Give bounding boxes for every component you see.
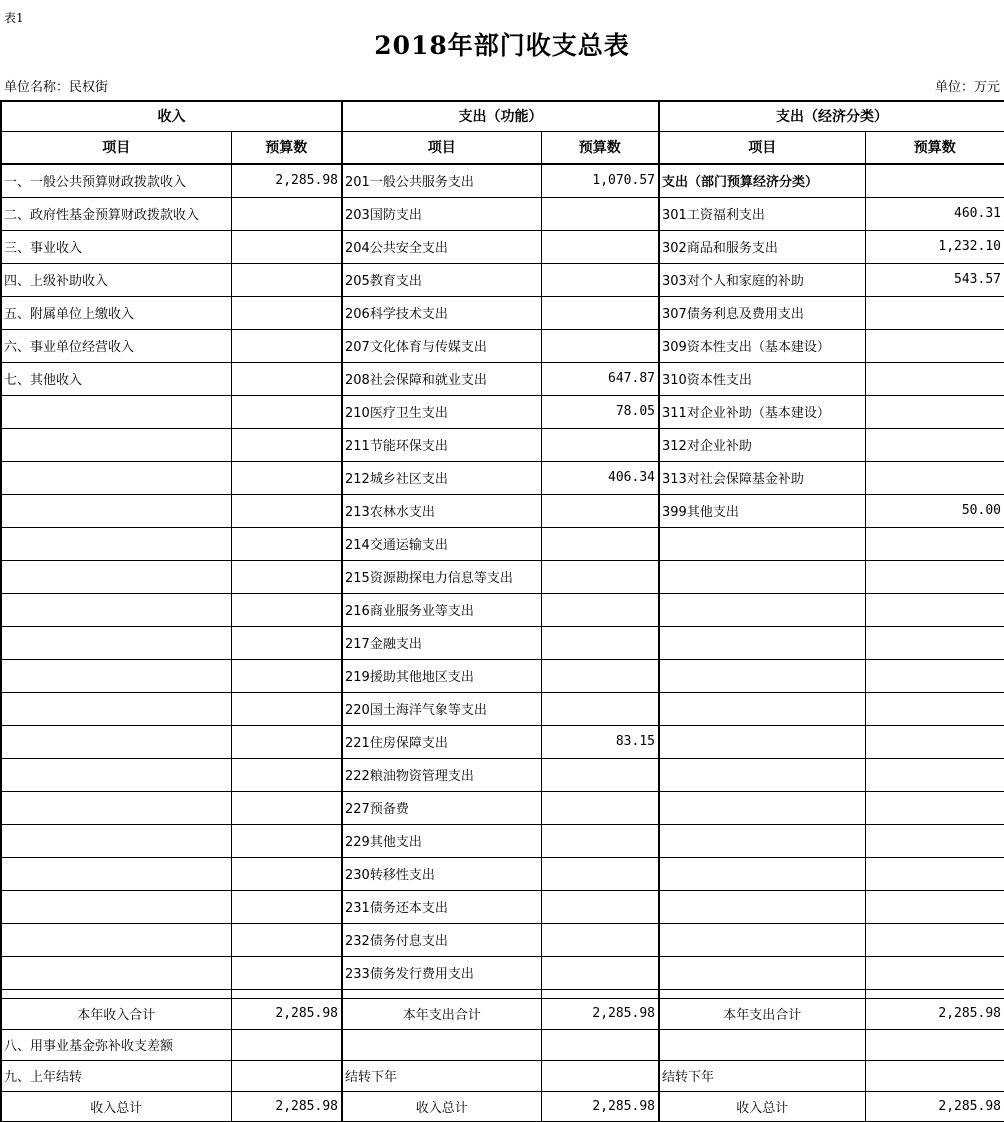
econ-item-cell xyxy=(659,791,865,824)
income-item-cell xyxy=(1,560,231,593)
func-budget-cell xyxy=(541,560,659,593)
income-item-cell: 八、用事业基金弥补收支差额 xyxy=(1,1029,231,1060)
income-item-cell xyxy=(1,395,231,428)
econ-budget-cell xyxy=(865,362,1004,395)
table-row xyxy=(1,230,1004,263)
func-item-cell: 204公共安全支出 xyxy=(342,230,541,263)
income-budget-cell xyxy=(231,626,342,659)
econ-item-cell xyxy=(659,989,865,998)
func-budget-cell xyxy=(541,659,659,692)
table-header xyxy=(1,101,1004,164)
econ-budget-cell xyxy=(865,890,1004,923)
income-item-cell xyxy=(1,956,231,989)
econ-item-cell xyxy=(659,593,865,626)
column-header-func-item: 项目 xyxy=(342,131,541,164)
income-item-cell xyxy=(1,857,231,890)
func-item-cell: 222粮油物资管理支出 xyxy=(342,758,541,791)
func-item-cell: 220国土海洋气象等支出 xyxy=(342,692,541,725)
func-budget-cell xyxy=(541,527,659,560)
func-budget-cell xyxy=(541,1060,659,1091)
econ-budget-cell xyxy=(865,296,1004,329)
func-item-cell: 230转移性支出 xyxy=(342,857,541,890)
func-budget-cell xyxy=(541,890,659,923)
income-budget-cell xyxy=(231,824,342,857)
econ-item-cell xyxy=(659,923,865,956)
econ-budget-cell: 2,285.98 xyxy=(865,1091,1004,1122)
budget-table xyxy=(0,100,1004,1122)
income-item-cell: 四、上级补助收入 xyxy=(1,263,231,296)
income-item-cell: 三、事业收入 xyxy=(1,230,231,263)
table-row xyxy=(1,998,1004,1029)
func-budget-cell xyxy=(541,956,659,989)
group-header-0: 收入 xyxy=(1,101,342,131)
table-row xyxy=(1,626,1004,659)
income-item-cell: 六、事业单位经营收入 xyxy=(1,329,231,362)
income-budget-cell xyxy=(231,593,342,626)
income-item-cell: 九、上年结转 xyxy=(1,1060,231,1091)
func-budget-cell xyxy=(541,824,659,857)
func-budget-cell xyxy=(541,626,659,659)
econ-item-cell: 303对个人和家庭的补助 xyxy=(659,263,865,296)
column-header-econ-budget: 预算数 xyxy=(865,131,1004,164)
table-row xyxy=(1,296,1004,329)
income-budget-cell xyxy=(231,659,342,692)
income-budget-cell xyxy=(231,494,342,527)
income-item-cell: 本年收入合计 xyxy=(1,998,231,1029)
income-item-cell xyxy=(1,593,231,626)
income-budget-cell: 2,285.98 xyxy=(231,164,342,197)
func-budget-cell xyxy=(541,923,659,956)
income-item-cell xyxy=(1,725,231,758)
table-row xyxy=(1,824,1004,857)
income-budget-cell xyxy=(231,1029,342,1060)
econ-item-cell: 307债务利息及费用支出 xyxy=(659,296,865,329)
func-item-cell: 232债务付息支出 xyxy=(342,923,541,956)
econ-budget-cell xyxy=(865,461,1004,494)
func-item-cell: 227预备费 xyxy=(342,791,541,824)
func-item-cell: 211节能环保支出 xyxy=(342,428,541,461)
func-item-cell: 233债务发行费用支出 xyxy=(342,956,541,989)
income-budget-cell xyxy=(231,560,342,593)
econ-item-cell xyxy=(659,824,865,857)
income-item-cell xyxy=(1,692,231,725)
func-budget-cell: 2,285.98 xyxy=(541,998,659,1029)
econ-item-cell: 302商品和服务支出 xyxy=(659,230,865,263)
income-budget-cell xyxy=(231,395,342,428)
func-item-cell: 215资源勘探电力信息等支出 xyxy=(342,560,541,593)
econ-budget-cell xyxy=(865,1060,1004,1091)
func-item-cell: 214交通运输支出 xyxy=(342,527,541,560)
econ-budget-cell xyxy=(865,824,1004,857)
table-row xyxy=(1,1060,1004,1091)
econ-budget-cell xyxy=(865,428,1004,461)
income-budget-cell: 2,285.98 xyxy=(231,1091,342,1122)
econ-budget-cell xyxy=(865,560,1004,593)
econ-item-cell xyxy=(659,527,865,560)
econ-budget-cell xyxy=(865,725,1004,758)
income-budget-cell xyxy=(231,923,342,956)
func-budget-cell xyxy=(541,296,659,329)
func-item-cell: 205教育支出 xyxy=(342,263,541,296)
econ-budget-cell xyxy=(865,527,1004,560)
func-budget-cell xyxy=(541,494,659,527)
unit-name-label: 单位名称：民权街 xyxy=(4,80,109,95)
func-item-cell: 207文化体育与传媒支出 xyxy=(342,329,541,362)
income-budget-cell xyxy=(231,857,342,890)
income-budget-cell xyxy=(231,1060,342,1091)
income-budget-cell xyxy=(231,263,342,296)
econ-budget-cell: 543.57 xyxy=(865,263,1004,296)
table-row xyxy=(1,263,1004,296)
income-budget-cell xyxy=(231,692,342,725)
econ-item-cell xyxy=(659,890,865,923)
income-item-cell xyxy=(1,791,231,824)
income-item-cell xyxy=(1,890,231,923)
func-budget-cell xyxy=(541,857,659,890)
econ-budget-cell xyxy=(865,626,1004,659)
econ-item-cell xyxy=(659,725,865,758)
func-budget-cell xyxy=(541,692,659,725)
income-budget-cell xyxy=(231,989,342,998)
func-item-cell: 208社会保障和就业支出 xyxy=(342,362,541,395)
econ-item-cell: 311对企业补助（基本建设） xyxy=(659,395,865,428)
table-row xyxy=(1,989,1004,998)
table-body xyxy=(1,164,1004,1122)
table-row xyxy=(1,725,1004,758)
table-row xyxy=(1,791,1004,824)
func-budget-cell xyxy=(541,263,659,296)
table-row xyxy=(1,659,1004,692)
econ-budget-cell: 2,285.98 xyxy=(865,998,1004,1029)
table-row xyxy=(1,560,1004,593)
table-row xyxy=(1,857,1004,890)
income-budget-cell: 2,285.98 xyxy=(231,998,342,1029)
income-item-cell: 七、其他收入 xyxy=(1,362,231,395)
econ-budget-cell xyxy=(865,956,1004,989)
table-row xyxy=(1,956,1004,989)
func-budget-cell xyxy=(541,329,659,362)
econ-budget-cell xyxy=(865,857,1004,890)
table-row xyxy=(1,164,1004,197)
income-budget-cell xyxy=(231,461,342,494)
econ-budget-cell xyxy=(865,692,1004,725)
table-row xyxy=(1,362,1004,395)
econ-budget-cell xyxy=(865,758,1004,791)
econ-budget-cell xyxy=(865,395,1004,428)
income-budget-cell xyxy=(231,758,342,791)
func-item-cell: 结转下年 xyxy=(342,1060,541,1091)
econ-budget-cell xyxy=(865,989,1004,998)
unit-of-measure-label: 单位：万元 xyxy=(934,80,1000,95)
table-row xyxy=(1,527,1004,560)
column-header-income-item: 项目 xyxy=(1,131,231,164)
income-item-cell xyxy=(1,428,231,461)
econ-item-cell xyxy=(659,1029,865,1060)
table-row xyxy=(1,461,1004,494)
income-budget-cell xyxy=(231,791,342,824)
table-row xyxy=(1,758,1004,791)
func-item-cell: 210医疗卫生支出 xyxy=(342,395,541,428)
table-row xyxy=(1,329,1004,362)
group-header-2: 支出（经济分类） xyxy=(659,101,1004,131)
income-budget-cell xyxy=(231,296,342,329)
func-budget-cell xyxy=(541,593,659,626)
table-row xyxy=(1,197,1004,230)
econ-item-cell xyxy=(659,560,865,593)
econ-item-cell xyxy=(659,659,865,692)
income-item-cell xyxy=(1,494,231,527)
func-budget-cell: 83.15 xyxy=(541,725,659,758)
sheet-number-label: 表1 xyxy=(4,11,24,25)
func-budget-cell xyxy=(541,230,659,263)
column-header-econ-item: 项目 xyxy=(659,131,865,164)
func-budget-cell: 78.05 xyxy=(541,395,659,428)
func-item-cell: 203国防支出 xyxy=(342,197,541,230)
func-item-cell: 217金融支出 xyxy=(342,626,541,659)
func-item-cell xyxy=(342,1029,541,1060)
func-item-cell: 229其他支出 xyxy=(342,824,541,857)
econ-budget-cell xyxy=(865,659,1004,692)
econ-budget-cell xyxy=(865,791,1004,824)
income-budget-cell xyxy=(231,230,342,263)
income-item-cell xyxy=(1,824,231,857)
func-budget-cell xyxy=(541,428,659,461)
func-budget-cell xyxy=(541,791,659,824)
func-budget-cell: 1,070.57 xyxy=(541,164,659,197)
func-budget-cell xyxy=(541,989,659,998)
income-budget-cell xyxy=(231,362,342,395)
income-item-cell xyxy=(1,461,231,494)
func-item-cell: 本年支出合计 xyxy=(342,998,541,1029)
column-header-func-budget: 预算数 xyxy=(541,131,659,164)
econ-item-cell: 399其他支出 xyxy=(659,494,865,527)
income-item-cell xyxy=(1,527,231,560)
meta-row xyxy=(4,76,1000,95)
econ-item-cell: 301工资福利支出 xyxy=(659,197,865,230)
table-row xyxy=(1,395,1004,428)
income-item-cell: 五、附属单位上缴收入 xyxy=(1,296,231,329)
table-row xyxy=(1,890,1004,923)
func-budget-cell: 406.34 xyxy=(541,461,659,494)
econ-budget-cell: 50.00 xyxy=(865,494,1004,527)
func-item-cell xyxy=(342,989,541,998)
income-item-cell xyxy=(1,923,231,956)
func-item-cell: 212城乡社区支出 xyxy=(342,461,541,494)
econ-item-cell: 结转下年 xyxy=(659,1060,865,1091)
func-item-cell: 201一般公共服务支出 xyxy=(342,164,541,197)
econ-budget-cell xyxy=(865,593,1004,626)
econ-item-cell xyxy=(659,857,865,890)
econ-item-cell xyxy=(659,692,865,725)
econ-budget-cell xyxy=(865,923,1004,956)
income-budget-cell xyxy=(231,329,342,362)
func-budget-cell xyxy=(541,1029,659,1060)
income-budget-cell xyxy=(231,197,342,230)
econ-budget-cell: 1,232.10 xyxy=(865,230,1004,263)
func-item-cell: 收入总计 xyxy=(342,1091,541,1122)
income-budget-cell xyxy=(231,956,342,989)
table-row xyxy=(1,1029,1004,1060)
income-item-cell: 收入总计 xyxy=(1,1091,231,1122)
page-title: 2018年部门收支总表 xyxy=(374,31,630,60)
income-item-cell xyxy=(1,626,231,659)
group-header-1: 支出（功能） xyxy=(342,101,659,131)
econ-item-cell: 支出（部门预算经济分类） xyxy=(659,164,865,197)
income-item-cell xyxy=(1,989,231,998)
income-budget-cell xyxy=(231,725,342,758)
econ-item-cell: 312对企业补助 xyxy=(659,428,865,461)
econ-item-cell: 309资本性支出（基本建设） xyxy=(659,329,865,362)
table-row xyxy=(1,1091,1004,1122)
income-item-cell xyxy=(1,758,231,791)
func-item-cell: 206科学技术支出 xyxy=(342,296,541,329)
table-row xyxy=(1,923,1004,956)
econ-item-cell: 收入总计 xyxy=(659,1091,865,1122)
func-budget-cell: 647.87 xyxy=(541,362,659,395)
income-item-cell: 一、一般公共预算财政拨款收入 xyxy=(1,164,231,197)
econ-item-cell xyxy=(659,758,865,791)
table-row xyxy=(1,428,1004,461)
column-header-income-budget: 预算数 xyxy=(231,131,342,164)
func-item-cell: 213农林水支出 xyxy=(342,494,541,527)
econ-budget-cell xyxy=(865,164,1004,197)
income-budget-cell xyxy=(231,428,342,461)
income-item-cell xyxy=(1,659,231,692)
table-row xyxy=(1,494,1004,527)
econ-budget-cell xyxy=(865,1029,1004,1060)
econ-item-cell xyxy=(659,626,865,659)
income-budget-cell xyxy=(231,890,342,923)
func-item-cell: 219援助其他地区支出 xyxy=(342,659,541,692)
income-item-cell: 二、政府性基金预算财政拨款收入 xyxy=(1,197,231,230)
func-budget-cell xyxy=(541,758,659,791)
func-item-cell: 216商业服务业等支出 xyxy=(342,593,541,626)
econ-budget-cell xyxy=(865,329,1004,362)
econ-item-cell xyxy=(659,956,865,989)
table-row xyxy=(1,593,1004,626)
econ-budget-cell: 460.31 xyxy=(865,197,1004,230)
econ-item-cell: 310资本性支出 xyxy=(659,362,865,395)
func-budget-cell: 2,285.98 xyxy=(541,1091,659,1122)
econ-item-cell: 313对社会保障基金补助 xyxy=(659,461,865,494)
func-budget-cell xyxy=(541,197,659,230)
func-item-cell: 221住房保障支出 xyxy=(342,725,541,758)
table-row xyxy=(1,692,1004,725)
income-budget-cell xyxy=(231,527,342,560)
econ-item-cell: 本年支出合计 xyxy=(659,998,865,1029)
func-item-cell: 231债务还本支出 xyxy=(342,890,541,923)
